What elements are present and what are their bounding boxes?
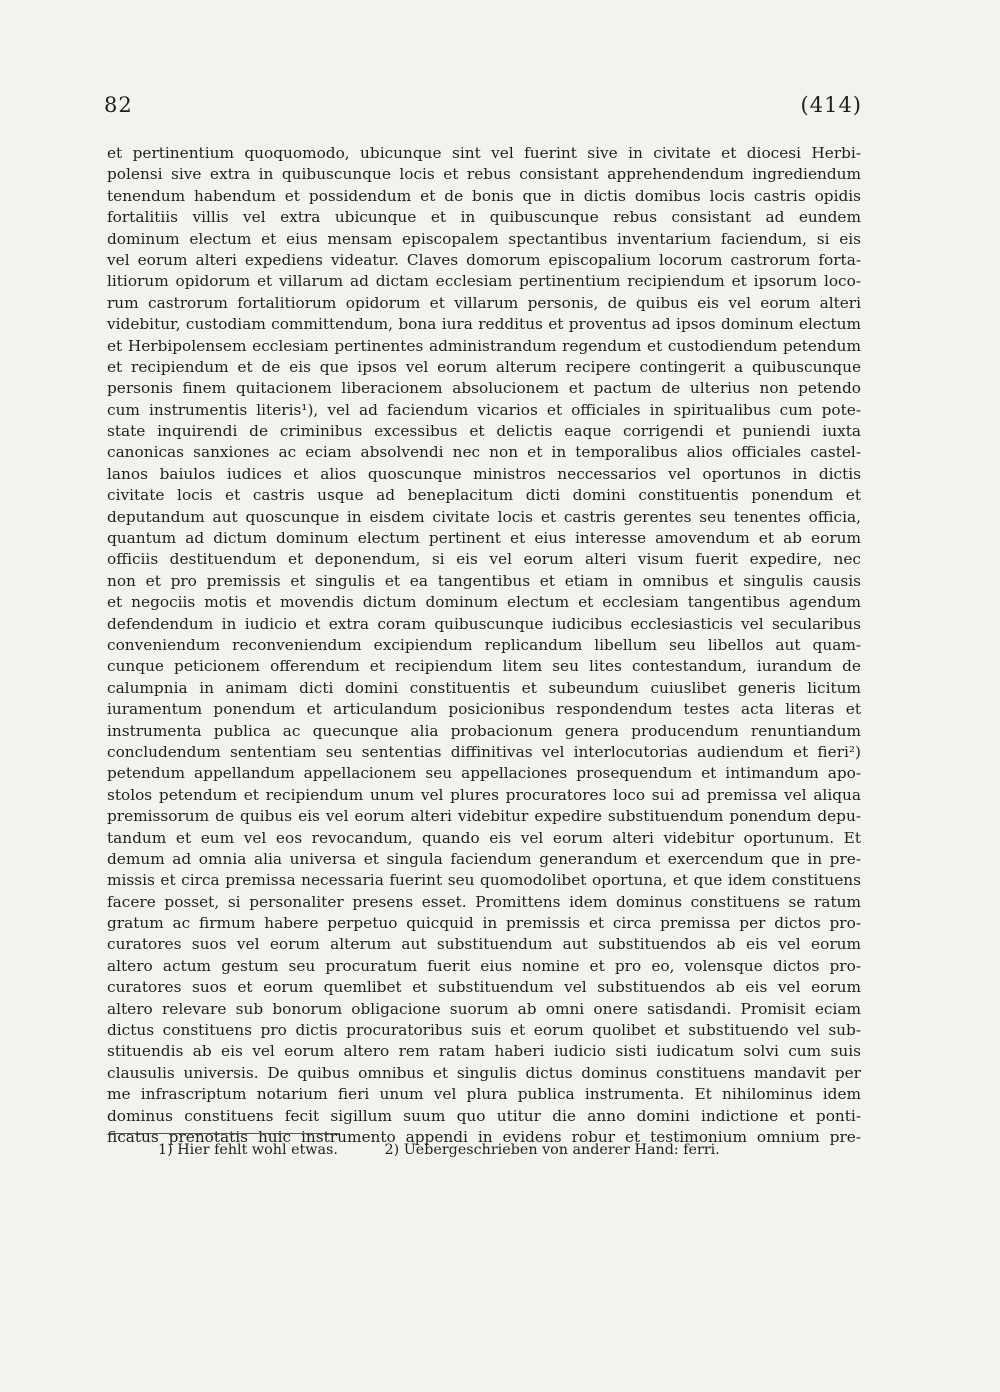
body-text xyxy=(107,143,861,1148)
text-line: clausulis universis. De quibus omnibus et singulis dictus dominus constituens mandavit per xyxy=(107,1063,861,1082)
footnotes xyxy=(158,1142,720,1158)
text-line: stituendis ab eis vel eorum altero rem ratam haberi iudicio sisti iudicatum solvi cum suis xyxy=(107,1042,861,1061)
text-line: non et pro premissis et singulis et ea tangentibus et etiam in omnibus et singulis causis xyxy=(107,571,861,590)
text-line: iuramentum ponendum et articulandum posicionibus respondendum testes acta literas et xyxy=(107,700,861,719)
text-line: altero relevare sub bonorum obligacione suorum ab omni onere satisdandi. Promisit eciam xyxy=(107,999,861,1018)
text-line: litiorum opidorum et villarum ad dictam ecclesiam pertinentium recipiendum et ipsorum loco- xyxy=(107,272,861,291)
text-line: conveniendum reconveniendum excipiendum replicandum libellum seu libellos aut quam- xyxy=(107,635,861,654)
text-line: me infrascriptum notarium fieri unum vel plura publica instrumenta. Et nihilominus idem xyxy=(107,1085,861,1104)
text-line: instrumenta publica ac quecunque alia probacionum genera producendum renuntiandum xyxy=(107,721,861,740)
text-line: officiis destituendum et deponendum, si eis vel eorum alteri visum fuerit expedire, nec xyxy=(107,550,861,569)
text-line: et negociis motis et movendis dictum dominum electum et ecclesiam tangentibus agendum xyxy=(107,593,861,612)
text-line: curatores suos vel eorum alterum aut substituendum aut substituendos ab eis vel eorum xyxy=(107,935,861,954)
text-line: curatores suos et eorum quemlibet et substituendum vel substituendos ab eis vel eorum xyxy=(107,978,861,997)
text-line: rum castrorum fortalitiorum opidorum et villarum personis, de quibus eis vel eorum alteri xyxy=(107,293,861,312)
footnote-2: 2) Uebergeschrieben von anderer Hand: ferri. xyxy=(384,1142,720,1158)
text-line: stolos petendum et recipiendum unum vel plures procuratores loco sui ad premissa vel aliqua xyxy=(107,785,861,804)
text-line: fortalitiis villis vel extra ubicunque et in quibuscunque rebus consistant ad eundem xyxy=(107,208,861,227)
page-number: 82 xyxy=(104,93,133,117)
footnote-divider xyxy=(108,1133,340,1134)
text-line: ficatus prenotatis huic instrumento appendi in evidens robur et testimonium omnium pre- xyxy=(107,1127,861,1146)
text-line: cunque peticionem offerendum et recipiendum litem seu lites contestandum, iurandum de xyxy=(107,657,861,676)
text-line: polensi sive extra in quibuscunque locis et rebus consistant apprehendendum ingrediendum xyxy=(107,165,861,184)
text-line: dictus constituens pro dictis procuratoribus suis et eorum quolibet et substituendo vel sub- xyxy=(107,1021,861,1040)
text-line: concludendum sententiam seu sententias diffinitivas vel interlocutorias audiendum et fieri²) xyxy=(107,742,861,761)
text-line: missis et circa premissa necessaria fuerint seu quomodolibet oportuna, et que idem constituens xyxy=(107,871,861,890)
text-line: gratum ac firmum habere perpetuo quicquid in premissis et circa premissa per dictos pro- xyxy=(107,914,861,933)
text-line: civitate locis et castris usque ad beneplacitum dicti domini constituentis ponendum et xyxy=(107,486,861,505)
text-line: personis finem quitacionem liberacionem absolucionem et pactum de ulterius non petendo xyxy=(107,379,861,398)
text-line: tandum et eum vel eos revocandum, quando eis vel eorum alteri videbitur oportunum. Et xyxy=(107,828,861,847)
text-line: dominus constituens fecit sigillum suum quo utitur die anno domini indictione et ponti- xyxy=(107,1106,861,1125)
text-line: premissorum de quibus eis vel eorum alteri videbitur expedire substituendum ponendum depu- xyxy=(107,807,861,826)
text-line: cum instrumentis literis¹), vel ad faciendum vicarios et officiales in spiritualibus cum pote- xyxy=(107,400,861,419)
text-line: calumpnia in animam dicti domini constituentis et subeundum cuiuslibet generis licitum xyxy=(107,678,861,697)
text-line: deputandum aut quoscunque in eisdem civitate locis et castris gerentes seu tenentes officia, xyxy=(107,507,861,526)
text-line: vel eorum alteri expediens videatur. Claves domorum episcopalium locorum castrorum forta- xyxy=(107,250,861,269)
text-line: quantum ad dictum dominum electum pertinent et eius interesse amovendum et ab eorum xyxy=(107,529,861,548)
text-line: videbitur, custodiam committendum, bona iura redditus et proventus ad ipsos dominum electum xyxy=(107,315,861,334)
text-line: demum ad omnia alia universa et singula faciendum generandum et exercendum que in pre- xyxy=(107,849,861,868)
text-line: defendendum in iudicio et extra coram quibuscunque iudicibus ecclesiasticis vel secularibus xyxy=(107,614,861,633)
text-line: et recipiendum et de eis que ipsos vel eorum alterum recipere contingerit a quibuscunque xyxy=(107,357,861,376)
text-line: facere posset, si personaliter presens esset. Promittens idem dominus constituens se ratum xyxy=(107,892,861,911)
footnote-1: 1) Hier fehlt wohl etwas. xyxy=(158,1142,338,1158)
text-line: dominum electum et eius mensam episcopalem spectantibus inventarium faciendum, si eis xyxy=(107,229,861,248)
text-line: state inquirendi de criminibus excessibus et delictis eaque corrigendi et puniendi iuxta xyxy=(107,422,861,441)
text-line: altero actum gestum seu procuratum fuerit eius nomine et pro eo, volensque dictos pro- xyxy=(107,956,861,975)
text-line: et Herbipolensem ecclesiam pertinentes administrandum regendum et custodiendum petendum xyxy=(107,336,861,355)
text-line: lanos baiulos iudices et alios quoscunque ministros neccessarios vel oportunos in dictis xyxy=(107,464,861,483)
text-line: et pertinentium quoquomodo, ubicunque sint vel fuerint sive in civitate et diocesi Herbi- xyxy=(107,144,861,162)
page-reference: (414) xyxy=(800,93,862,117)
text-line: canonicas sanxiones ac eciam absolvendi nec non et in temporalibus alios officiales castel- xyxy=(107,443,861,462)
text-line: petendum appellandum appellacionem seu appellaciones prosequendum et intimandum apo- xyxy=(107,764,861,783)
text-line: tenendum habendum et possidendum et de bonis que in dictis domibus locis castris opidis xyxy=(107,186,861,205)
